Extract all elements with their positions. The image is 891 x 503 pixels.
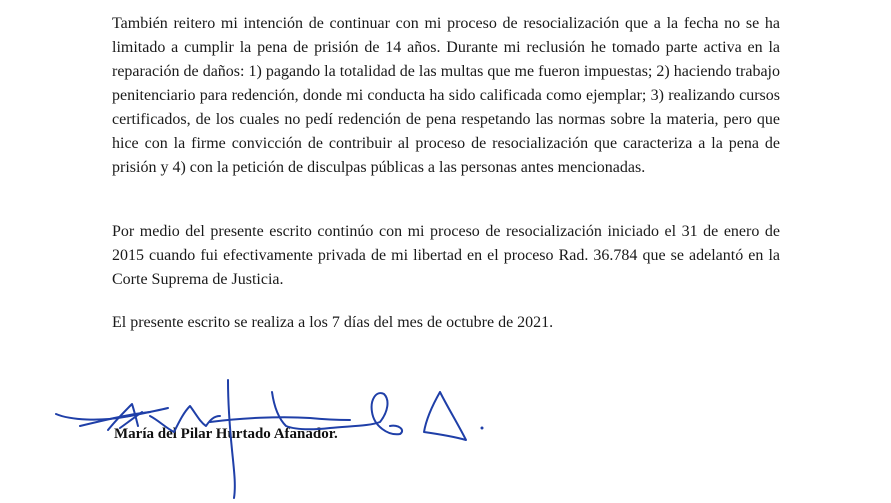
- signer-name: María del Pilar Hurtado Afanador.: [114, 426, 338, 442]
- paragraph-text: El presente escrito se realiza a los 7 días del mes de octubre de 2021.: [112, 314, 554, 331]
- paragraph-text: Por medio del presente escrito continúo con mi proceso de resocialización iniciado el 31 de enero de 2015 cuando fui efectivamente privada de mi libertad en el proceso Rad. 36.784 que se adelantó en la Corte Suprema de Justicia.: [112, 223, 780, 288]
- paragraph-text: También reitero mi intención de continuar con mi proceso de resocialización que a la fecha no se ha limitado a cumplir la pena de prisión de 14 años. Durante mi reclusión he tomado parte activa en la reparación de daños: 1) pagando la totalidad de las multas que me fueron impuestas; 2) haciendo trabajo penitenciario para redención, donde mi conducta ha sido calificada como ejemplar; 3) realizando cursos certificados, de los cuales no pedí redención de pena respetando las normas sobre la materia, pero que hice con la firme convicción de contribuir al proceso de resocialización que caracteriza a la pena de prisión y 4) con la petición de disculpas públicas a las personas antes mencionadas.: [112, 15, 780, 176]
- signature-block: [50, 370, 500, 503]
- paragraph-reparation: [112, 12, 780, 180]
- paragraph-resocialization: [112, 220, 780, 292]
- handwritten-signature-icon: [50, 370, 500, 503]
- paragraph-date: [112, 311, 780, 335]
